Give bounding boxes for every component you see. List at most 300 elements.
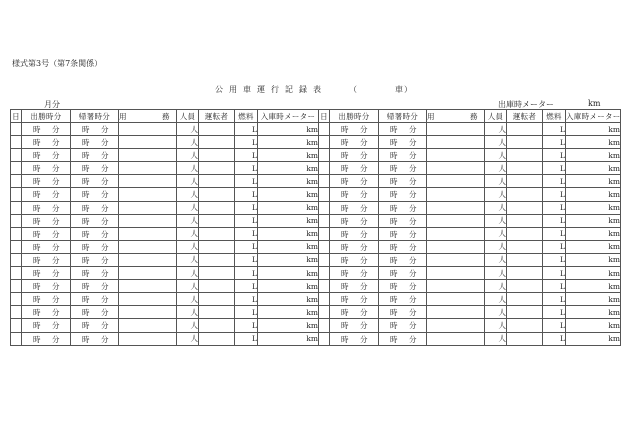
persons-cell[interactable] xyxy=(177,123,199,136)
return-cell[interactable] xyxy=(379,136,427,149)
fuel-cell[interactable] xyxy=(543,123,566,136)
purpose-cell[interactable] xyxy=(119,162,177,175)
departure-cell[interactable] xyxy=(330,162,379,175)
persons-cell[interactable] xyxy=(177,175,199,188)
return-cell[interactable] xyxy=(71,253,119,266)
odometer-in-cell[interactable] xyxy=(566,227,621,240)
fuel-cell[interactable] xyxy=(543,267,566,280)
fuel-cell[interactable] xyxy=(235,240,258,253)
departure-cell[interactable] xyxy=(330,332,379,345)
return-cell[interactable] xyxy=(379,253,427,266)
fuel-cell[interactable] xyxy=(235,227,258,240)
persons-cell[interactable] xyxy=(485,175,507,188)
unit-person: 人 xyxy=(190,124,198,134)
persons-cell[interactable] xyxy=(485,201,507,214)
driver-cell[interactable] xyxy=(199,280,235,293)
odometer-in-cell[interactable] xyxy=(566,136,621,149)
odometer-in-cell[interactable] xyxy=(258,240,319,253)
departure-cell[interactable] xyxy=(22,306,71,319)
persons-cell[interactable] xyxy=(177,227,199,240)
fuel-cell[interactable] xyxy=(235,123,258,136)
purpose-cell[interactable] xyxy=(427,188,485,201)
day-cell[interactable] xyxy=(319,332,330,345)
return-cell[interactable] xyxy=(379,306,427,319)
persons-cell[interactable] xyxy=(485,162,507,175)
driver-cell[interactable] xyxy=(507,306,543,319)
unit-fuel: L xyxy=(560,216,565,226)
driver-cell[interactable] xyxy=(507,319,543,332)
persons-cell[interactable] xyxy=(485,253,507,266)
departure-cell[interactable] xyxy=(22,293,71,306)
day-cell[interactable] xyxy=(319,253,330,266)
purpose-cell[interactable] xyxy=(427,123,485,136)
unit-hour: 時 xyxy=(341,138,349,148)
unit-fuel: L xyxy=(560,242,565,252)
purpose-cell[interactable] xyxy=(427,267,485,280)
odometer-in-cell[interactable] xyxy=(566,149,621,162)
odometer-in-cell[interactable] xyxy=(566,214,621,227)
persons-cell[interactable] xyxy=(177,201,199,214)
return-cell[interactable] xyxy=(379,280,427,293)
return-cell[interactable] xyxy=(379,123,427,136)
departure-cell[interactable] xyxy=(330,136,379,149)
odometer-in-cell[interactable] xyxy=(258,162,319,175)
persons-cell[interactable] xyxy=(485,240,507,253)
table-row xyxy=(11,162,621,175)
departure-cell[interactable] xyxy=(22,214,71,227)
fuel-cell[interactable] xyxy=(543,188,566,201)
fuel-cell[interactable] xyxy=(235,319,258,332)
fuel-cell[interactable] xyxy=(235,188,258,201)
driver-cell[interactable] xyxy=(507,149,543,162)
departure-cell[interactable] xyxy=(22,332,71,345)
unit-minute: 分 xyxy=(360,125,368,134)
day-cell[interactable] xyxy=(319,175,330,188)
persons-cell[interactable] xyxy=(177,267,199,280)
return-cell[interactable] xyxy=(71,240,119,253)
unit-minute: 分 xyxy=(360,190,368,200)
driver-cell[interactable] xyxy=(507,175,543,188)
persons-cell[interactable] xyxy=(177,162,199,175)
day-cell[interactable] xyxy=(11,240,22,253)
persons-cell[interactable] xyxy=(485,214,507,227)
departure-cell[interactable] xyxy=(330,319,379,332)
return-cell[interactable] xyxy=(71,136,119,149)
fuel-cell[interactable] xyxy=(543,149,566,162)
day-cell[interactable] xyxy=(11,227,22,240)
fuel-cell[interactable] xyxy=(543,162,566,175)
day-cell[interactable] xyxy=(11,188,22,201)
fuel-cell[interactable] xyxy=(235,214,258,227)
fuel-cell[interactable] xyxy=(543,253,566,266)
unit-minute: 分 xyxy=(409,190,417,200)
day-cell[interactable] xyxy=(319,149,330,162)
departure-cell[interactable] xyxy=(22,136,71,149)
day-cell[interactable] xyxy=(319,306,330,319)
departure-cell[interactable] xyxy=(330,188,379,201)
driver-cell[interactable] xyxy=(507,123,543,136)
odometer-in-cell[interactable] xyxy=(566,123,621,136)
departure-cell[interactable] xyxy=(330,267,379,280)
day-cell[interactable] xyxy=(319,201,330,214)
driver-cell[interactable] xyxy=(507,253,543,266)
day-cell[interactable] xyxy=(11,332,22,345)
unit-minute: 分 xyxy=(409,282,417,292)
day-cell[interactable] xyxy=(319,227,330,240)
departure-cell[interactable] xyxy=(330,280,379,293)
purpose-cell[interactable] xyxy=(119,280,177,293)
fuel-cell[interactable] xyxy=(543,175,566,188)
departure-cell[interactable] xyxy=(22,280,71,293)
fuel-cell[interactable] xyxy=(235,149,258,162)
return-cell[interactable] xyxy=(379,214,427,227)
driver-cell[interactable] xyxy=(507,136,543,149)
departure-cell[interactable] xyxy=(22,240,71,253)
fuel-cell[interactable] xyxy=(543,306,566,319)
return-cell[interactable] xyxy=(71,175,119,188)
fuel-cell[interactable] xyxy=(235,280,258,293)
departure-cell[interactable] xyxy=(330,149,379,162)
purpose-cell[interactable] xyxy=(119,240,177,253)
departure-cell[interactable] xyxy=(22,253,71,266)
driver-cell[interactable] xyxy=(507,332,543,345)
departure-cell[interactable] xyxy=(22,149,71,162)
unit-hour: 時 xyxy=(33,216,41,226)
purpose-cell[interactable] xyxy=(427,293,485,306)
odometer-in-cell[interactable] xyxy=(566,306,621,319)
purpose-cell[interactable] xyxy=(119,319,177,332)
departure-cell[interactable] xyxy=(330,293,379,306)
persons-cell[interactable] xyxy=(485,293,507,306)
odometer-in-cell[interactable] xyxy=(258,136,319,149)
unit-km: km xyxy=(306,163,318,173)
driver-cell[interactable] xyxy=(199,293,235,306)
day-cell[interactable] xyxy=(319,136,330,149)
day-cell[interactable] xyxy=(11,319,22,332)
odometer-in-cell[interactable] xyxy=(258,149,319,162)
fuel-cell[interactable] xyxy=(543,227,566,240)
fuel-cell[interactable] xyxy=(235,136,258,149)
odometer-in-cell[interactable] xyxy=(566,332,621,345)
purpose-cell[interactable] xyxy=(427,214,485,227)
odometer-in-cell[interactable] xyxy=(258,280,319,293)
unit-km: km xyxy=(608,124,620,134)
day-cell[interactable] xyxy=(11,136,22,149)
persons-cell[interactable] xyxy=(485,332,507,345)
purpose-cell[interactable] xyxy=(427,332,485,345)
return-cell[interactable] xyxy=(379,293,427,306)
odometer-in-cell[interactable] xyxy=(566,175,621,188)
purpose-cell[interactable] xyxy=(119,227,177,240)
return-cell[interactable] xyxy=(379,201,427,214)
persons-cell[interactable] xyxy=(177,188,199,201)
unit-minute: 分 xyxy=(360,151,368,161)
purpose-cell[interactable] xyxy=(427,280,485,293)
departure-cell[interactable] xyxy=(22,319,71,332)
driver-cell[interactable] xyxy=(507,162,543,175)
odometer-in-cell[interactable] xyxy=(258,214,319,227)
purpose-cell[interactable] xyxy=(119,123,177,136)
persons-cell[interactable] xyxy=(485,149,507,162)
driver-cell[interactable] xyxy=(507,188,543,201)
day-cell[interactable] xyxy=(11,306,22,319)
unit-minute: 分 xyxy=(52,190,60,200)
return-cell[interactable] xyxy=(71,188,119,201)
fuel-cell[interactable] xyxy=(543,319,566,332)
persons-cell[interactable] xyxy=(177,280,199,293)
driver-cell[interactable] xyxy=(507,214,543,227)
persons-cell[interactable] xyxy=(177,293,199,306)
log-table xyxy=(10,109,621,346)
fuel-cell[interactable] xyxy=(235,293,258,306)
purpose-cell[interactable] xyxy=(119,214,177,227)
fuel-cell[interactable] xyxy=(543,240,566,253)
persons-cell[interactable] xyxy=(177,306,199,319)
departure-cell[interactable] xyxy=(330,227,379,240)
day-cell[interactable] xyxy=(11,214,22,227)
return-cell[interactable] xyxy=(379,332,427,345)
day-cell[interactable] xyxy=(319,123,330,136)
day-cell[interactable] xyxy=(11,175,22,188)
day-cell[interactable] xyxy=(11,253,22,266)
purpose-cell[interactable] xyxy=(427,162,485,175)
departure-cell[interactable] xyxy=(22,175,71,188)
purpose-cell[interactable] xyxy=(119,136,177,149)
purpose-cell[interactable] xyxy=(119,188,177,201)
unit-minute: 分 xyxy=(360,334,368,344)
return-cell[interactable] xyxy=(71,123,119,136)
unit-person: 人 xyxy=(498,150,506,160)
odometer-in-cell[interactable] xyxy=(258,123,319,136)
return-cell[interactable] xyxy=(379,240,427,253)
purpose-cell[interactable] xyxy=(427,253,485,266)
driver-cell[interactable] xyxy=(199,188,235,201)
fuel-cell[interactable] xyxy=(235,162,258,175)
purpose-cell[interactable] xyxy=(119,149,177,162)
odometer-in-cell[interactable] xyxy=(566,188,621,201)
fuel-cell[interactable] xyxy=(543,201,566,214)
return-cell[interactable] xyxy=(379,175,427,188)
purpose-cell[interactable] xyxy=(427,175,485,188)
fuel-cell[interactable] xyxy=(543,280,566,293)
return-cell[interactable] xyxy=(71,280,119,293)
driver-cell[interactable] xyxy=(199,227,235,240)
fuel-cell[interactable] xyxy=(235,175,258,188)
purpose-cell[interactable] xyxy=(119,293,177,306)
odometer-in-cell[interactable] xyxy=(258,201,319,214)
day-cell[interactable] xyxy=(11,123,22,136)
purpose-cell[interactable] xyxy=(119,201,177,214)
purpose-cell[interactable] xyxy=(119,267,177,280)
departure-cell[interactable] xyxy=(22,162,71,175)
return-cell[interactable] xyxy=(71,149,119,162)
persons-cell[interactable] xyxy=(485,306,507,319)
departure-cell[interactable] xyxy=(22,188,71,201)
odometer-in-cell[interactable] xyxy=(566,162,621,175)
persons-cell[interactable] xyxy=(177,149,199,162)
odometer-in-cell[interactable] xyxy=(566,240,621,253)
persons-cell[interactable] xyxy=(485,188,507,201)
persons-cell[interactable] xyxy=(177,240,199,253)
return-cell[interactable] xyxy=(379,149,427,162)
fuel-cell[interactable] xyxy=(543,214,566,227)
day-cell[interactable] xyxy=(319,280,330,293)
driver-cell[interactable] xyxy=(507,267,543,280)
return-cell[interactable] xyxy=(71,214,119,227)
day-cell[interactable] xyxy=(11,280,22,293)
purpose-cell[interactable] xyxy=(427,240,485,253)
persons-cell[interactable] xyxy=(177,253,199,266)
return-cell[interactable] xyxy=(379,227,427,240)
purpose-cell[interactable] xyxy=(427,306,485,319)
unit-person: 人 xyxy=(498,190,506,200)
day-cell[interactable] xyxy=(11,162,22,175)
persons-cell[interactable] xyxy=(485,319,507,332)
unit-person: 人 xyxy=(190,137,198,147)
driver-cell[interactable] xyxy=(199,240,235,253)
odometer-in-cell[interactable] xyxy=(566,280,621,293)
unit-minute: 分 xyxy=(101,321,109,331)
purpose-cell[interactable] xyxy=(119,306,177,319)
odometer-in-cell[interactable] xyxy=(258,293,319,306)
unit-hour: 時 xyxy=(341,229,349,239)
driver-cell[interactable] xyxy=(199,201,235,214)
odometer-in-cell[interactable] xyxy=(566,293,621,306)
persons-cell[interactable] xyxy=(485,136,507,149)
driver-cell[interactable] xyxy=(199,267,235,280)
departure-cell[interactable] xyxy=(22,267,71,280)
driver-cell[interactable] xyxy=(507,293,543,306)
return-cell[interactable] xyxy=(71,267,119,280)
day-cell[interactable] xyxy=(319,319,330,332)
persons-cell[interactable] xyxy=(177,214,199,227)
day-cell[interactable] xyxy=(319,267,330,280)
persons-cell[interactable] xyxy=(485,227,507,240)
unit-minute: 分 xyxy=(409,164,417,174)
driver-cell[interactable] xyxy=(507,240,543,253)
purpose-cell[interactable] xyxy=(427,319,485,332)
unit-km: km xyxy=(306,307,318,317)
driver-cell[interactable] xyxy=(199,175,235,188)
unit-person: 人 xyxy=(498,334,506,344)
return-cell[interactable] xyxy=(71,332,119,345)
fuel-cell[interactable] xyxy=(235,332,258,345)
purpose-cell[interactable] xyxy=(119,253,177,266)
odometer-in-cell[interactable] xyxy=(566,201,621,214)
return-cell[interactable] xyxy=(71,201,119,214)
driver-cell[interactable] xyxy=(507,280,543,293)
persons-cell[interactable] xyxy=(177,136,199,149)
day-cell[interactable] xyxy=(11,293,22,306)
fuel-cell[interactable] xyxy=(543,332,566,345)
odometer-in-cell[interactable] xyxy=(258,267,319,280)
purpose-cell[interactable] xyxy=(119,332,177,345)
odometer-in-cell[interactable] xyxy=(258,253,319,266)
day-cell[interactable] xyxy=(11,149,22,162)
return-cell[interactable] xyxy=(71,227,119,240)
driver-cell[interactable] xyxy=(199,162,235,175)
persons-cell[interactable] xyxy=(485,123,507,136)
day-cell[interactable] xyxy=(319,293,330,306)
driver-cell[interactable] xyxy=(199,214,235,227)
persons-cell[interactable] xyxy=(485,280,507,293)
purpose-cell[interactable] xyxy=(427,201,485,214)
fuel-cell[interactable] xyxy=(235,201,258,214)
departure-cell[interactable] xyxy=(22,201,71,214)
persons-cell[interactable] xyxy=(177,319,199,332)
odometer-in-cell[interactable] xyxy=(258,188,319,201)
purpose-cell[interactable] xyxy=(119,175,177,188)
odometer-in-cell[interactable] xyxy=(258,227,319,240)
col-header-label: 帰署時分 xyxy=(78,111,111,121)
driver-cell[interactable] xyxy=(199,306,235,319)
day-cell[interactable] xyxy=(319,214,330,227)
return-cell[interactable] xyxy=(379,319,427,332)
departure-cell[interactable] xyxy=(330,201,379,214)
departure-cell[interactable] xyxy=(330,214,379,227)
driver-cell[interactable] xyxy=(199,253,235,266)
persons-cell[interactable] xyxy=(485,267,507,280)
fuel-cell[interactable] xyxy=(235,267,258,280)
day-cell[interactable] xyxy=(319,188,330,201)
driver-cell[interactable] xyxy=(507,201,543,214)
driver-cell[interactable] xyxy=(199,149,235,162)
return-cell[interactable] xyxy=(379,162,427,175)
departure-cell[interactable] xyxy=(330,306,379,319)
purpose-cell[interactable] xyxy=(427,149,485,162)
unit-minute: 分 xyxy=(101,138,109,148)
unit-minute: 分 xyxy=(101,190,109,200)
day-cell[interactable] xyxy=(11,201,22,214)
return-cell[interactable] xyxy=(71,293,119,306)
day-cell[interactable] xyxy=(319,240,330,253)
fuel-cell[interactable] xyxy=(543,293,566,306)
driver-cell[interactable] xyxy=(507,227,543,240)
driver-cell[interactable] xyxy=(199,332,235,345)
driver-cell[interactable] xyxy=(199,136,235,149)
return-cell[interactable] xyxy=(379,188,427,201)
driver-cell[interactable] xyxy=(199,319,235,332)
purpose-cell[interactable] xyxy=(427,136,485,149)
day-cell[interactable] xyxy=(319,162,330,175)
persons-cell[interactable] xyxy=(177,332,199,345)
fuel-cell[interactable] xyxy=(543,136,566,149)
return-cell[interactable] xyxy=(71,319,119,332)
odometer-in-cell[interactable] xyxy=(258,319,319,332)
odometer-in-cell[interactable] xyxy=(566,267,621,280)
return-cell[interactable] xyxy=(71,162,119,175)
return-cell[interactable] xyxy=(379,267,427,280)
departure-cell[interactable] xyxy=(330,253,379,266)
departure-cell[interactable] xyxy=(330,240,379,253)
driver-cell[interactable] xyxy=(199,123,235,136)
fuel-cell[interactable] xyxy=(235,253,258,266)
day-cell[interactable] xyxy=(11,267,22,280)
return-cell[interactable] xyxy=(71,306,119,319)
odometer-in-cell[interactable] xyxy=(258,306,319,319)
departure-cell[interactable] xyxy=(22,227,71,240)
departure-cell[interactable] xyxy=(22,123,71,136)
fuel-cell[interactable] xyxy=(235,306,258,319)
odometer-in-cell[interactable] xyxy=(258,332,319,345)
departure-cell[interactable] xyxy=(330,175,379,188)
odometer-in-cell[interactable] xyxy=(258,175,319,188)
purpose-cell[interactable] xyxy=(427,227,485,240)
departure-cell[interactable] xyxy=(330,123,379,136)
odometer-in-cell[interactable] xyxy=(566,253,621,266)
odometer-in-cell[interactable] xyxy=(566,319,621,332)
unit-person: 人 xyxy=(190,255,198,265)
